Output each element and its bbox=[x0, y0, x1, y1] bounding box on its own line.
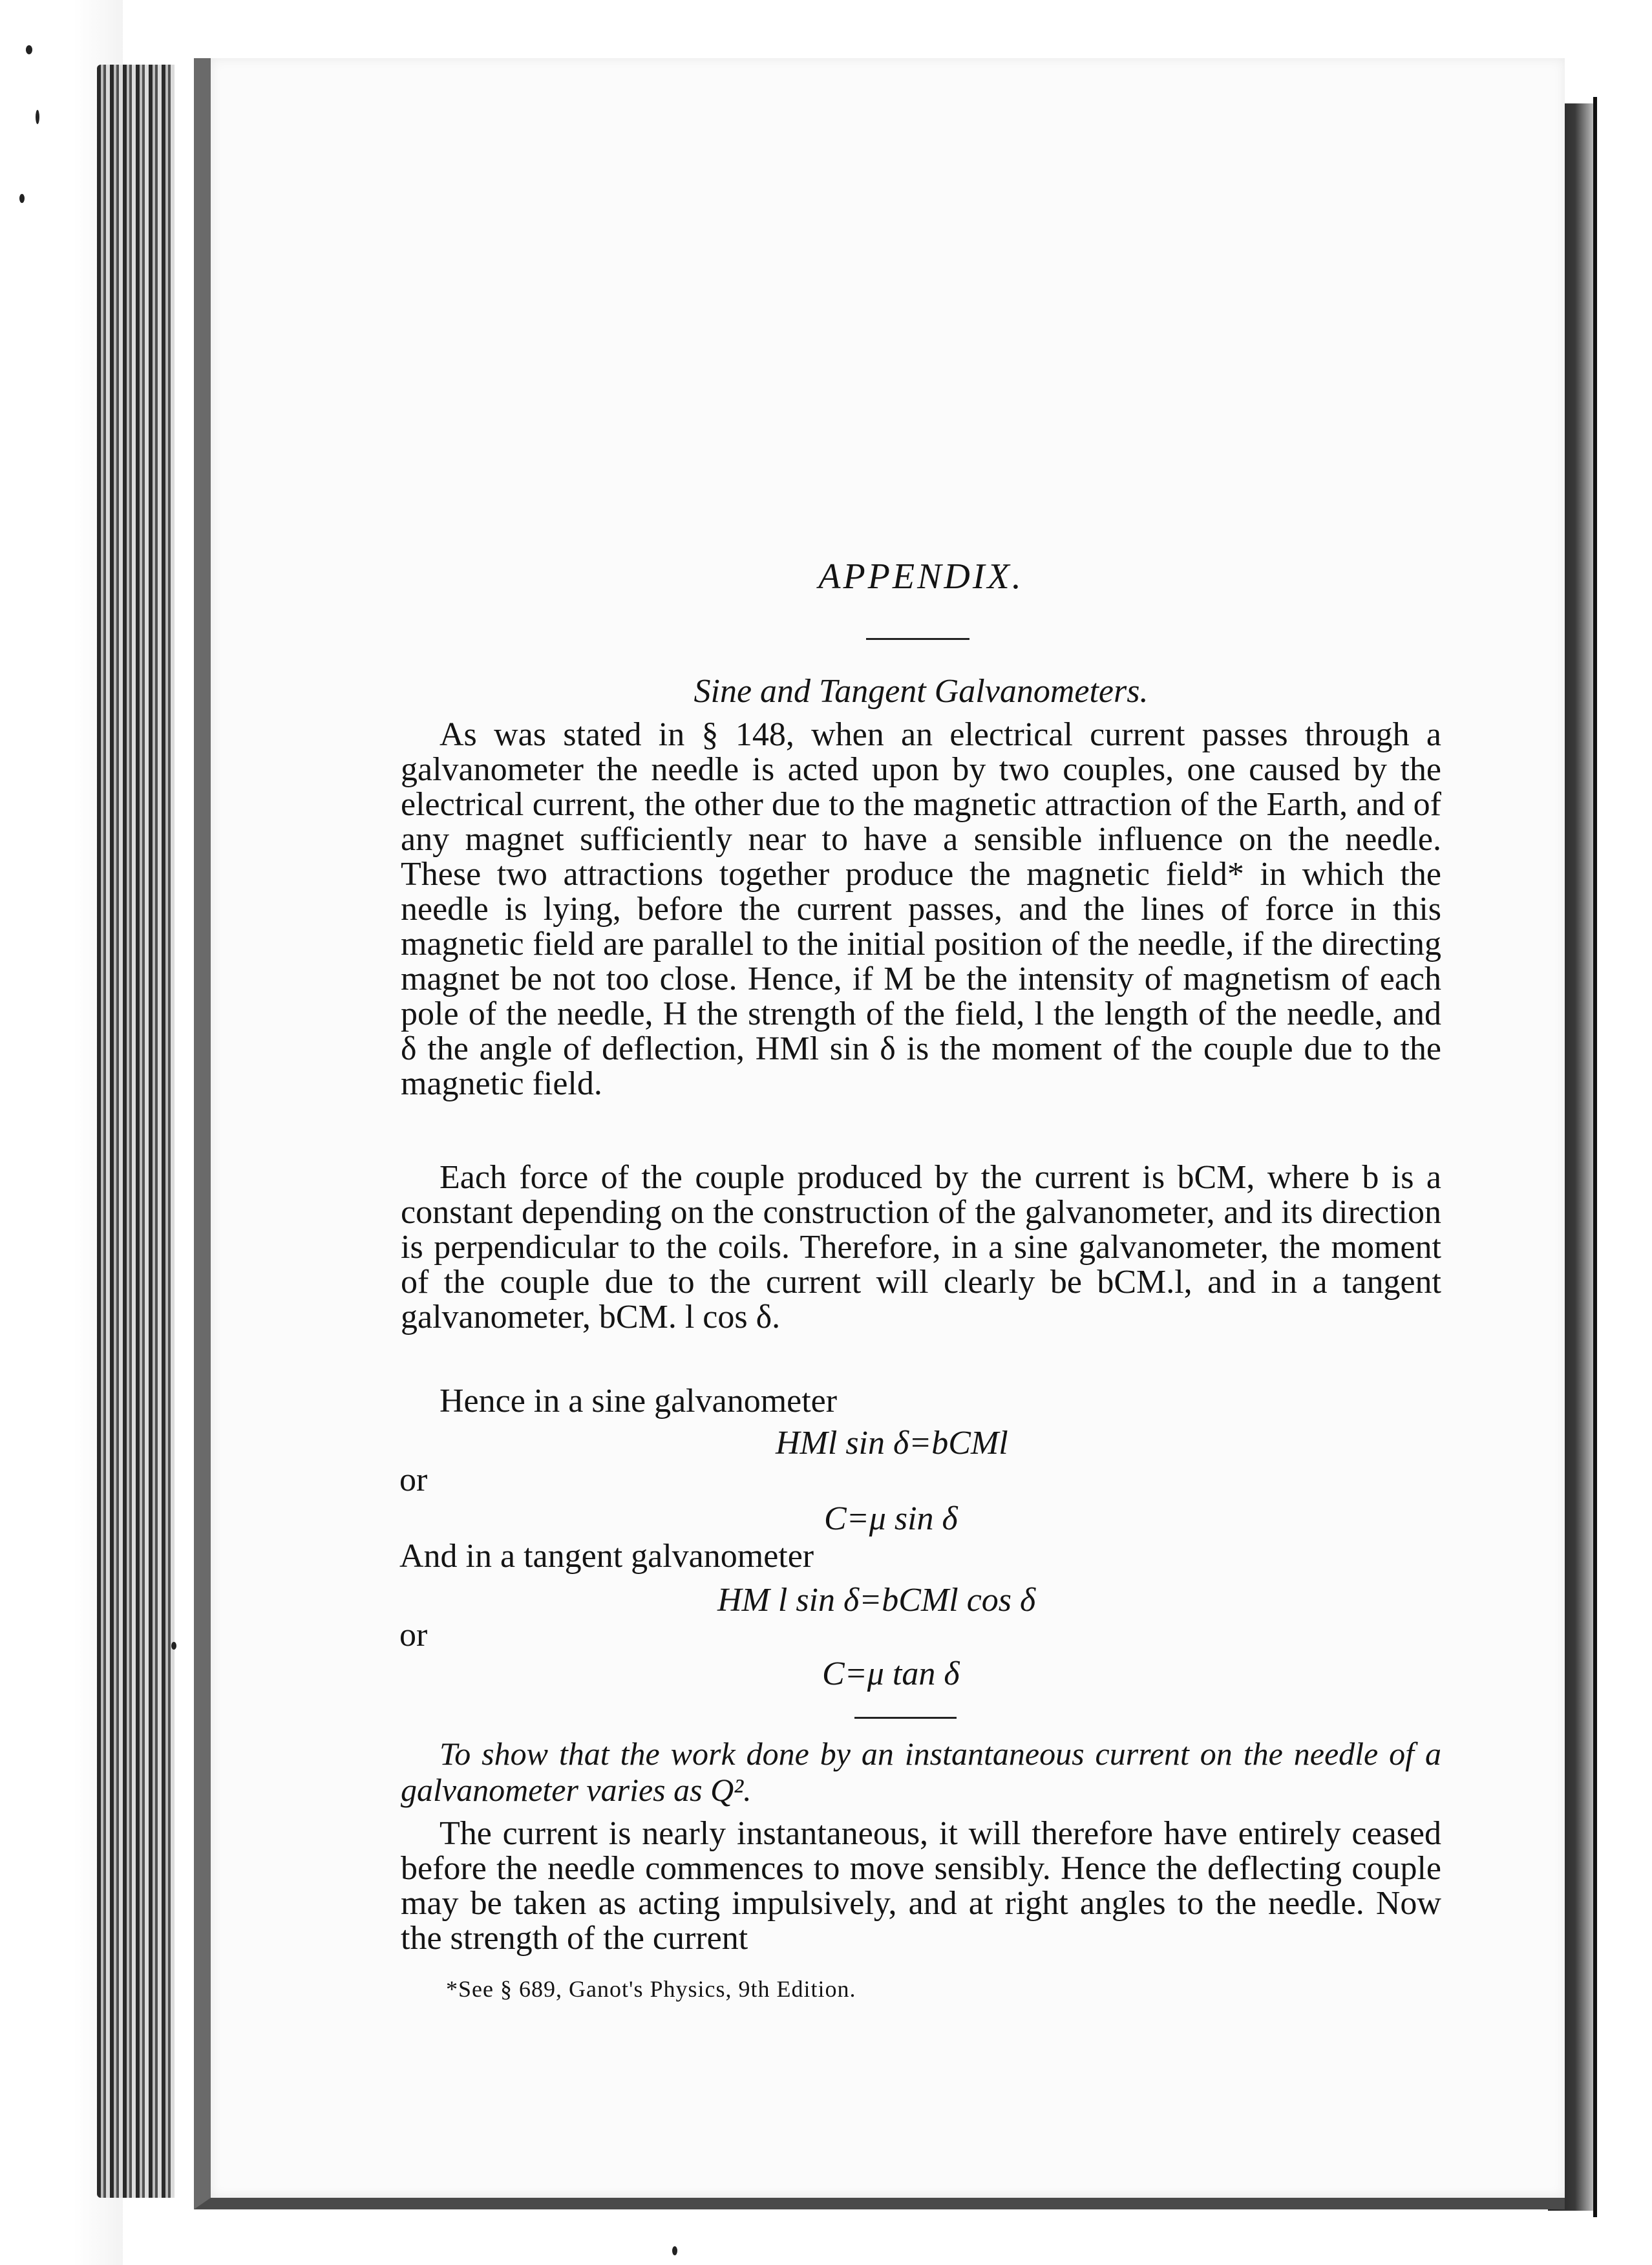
title-rule bbox=[866, 638, 969, 640]
hence-line: Hence in a sine galvanometer bbox=[439, 1383, 838, 1420]
equation-2: C=μ sin δ bbox=[824, 1500, 958, 1537]
subsection-title: To show that the work done by an instantaneous current on the needle of a galvanometer varies as Q². bbox=[401, 1736, 1441, 1808]
body-paragraph-1: As was stated in § 148, when an electrical current passes through a galvanometer the needle is acted upon by two couples, one caused by the electrical current, the other due to the magnetic attraction of the Earth, and of any magnet sufficiently near to have a sensible influence on the needle. These two attractions together produce the magnetic field* in which the needle is lying, before the current passes, and the lines of force in this magnetic field are parallel to the initial position of the needle, if the directing magnet be not too close. Hence, if M be the intensity of magnetism of each pole of the needle, H the strength of the field, l the length of the needle, and δ the angle of deflection, HMl sin δ is the moment of the couple due to the magnetic field. bbox=[401, 716, 1441, 1102]
section-title: Sine and Tangent Galvanometers. bbox=[694, 673, 1149, 710]
or-text-1: or bbox=[399, 1462, 428, 1498]
scan-speck bbox=[672, 2246, 677, 2255]
tangent-line: And in a tangent galvanometer bbox=[399, 1538, 814, 1575]
scan-speck bbox=[19, 194, 25, 203]
or-text-2: or bbox=[399, 1617, 428, 1654]
equation-1: HMl sin δ=bCMl bbox=[776, 1425, 1008, 1462]
footnote: *See § 689, Ganot's Physics, 9th Edition. bbox=[446, 1976, 856, 2002]
scan-speck bbox=[36, 110, 39, 124]
body-paragraph-3: The current is nearly instantaneous, it will therefore have entirely ceased before the needle commences to move sensibly. Hence the deflecting couple may be taken as acting impulsively, and at right angles to the needle. Now the strength of the current bbox=[401, 1815, 1441, 1957]
scan-speck bbox=[26, 45, 32, 54]
book-page-edges bbox=[97, 65, 175, 2198]
facing-page-edge bbox=[1593, 97, 1652, 2217]
appendix-title: APPENDIX. bbox=[818, 557, 1024, 597]
scan-speck bbox=[171, 1642, 176, 1650]
body-paragraph-2: Each force of the couple produced by the current is bCM, where b is a constant depending on the construction of the galvanometer, and its direction is perpendicular to the coils. Therefore, in a sine galvanometer, the moment of the couple due to the current will clearly be bCM.l, and in a tangent galvanometer, bCM. l cos δ. bbox=[401, 1159, 1441, 1335]
subsection-rule bbox=[854, 1717, 957, 1719]
equation-3: HM l sin δ=bCMl cos δ bbox=[717, 1582, 1036, 1619]
equation-4: C=μ tan δ bbox=[822, 1655, 960, 1692]
